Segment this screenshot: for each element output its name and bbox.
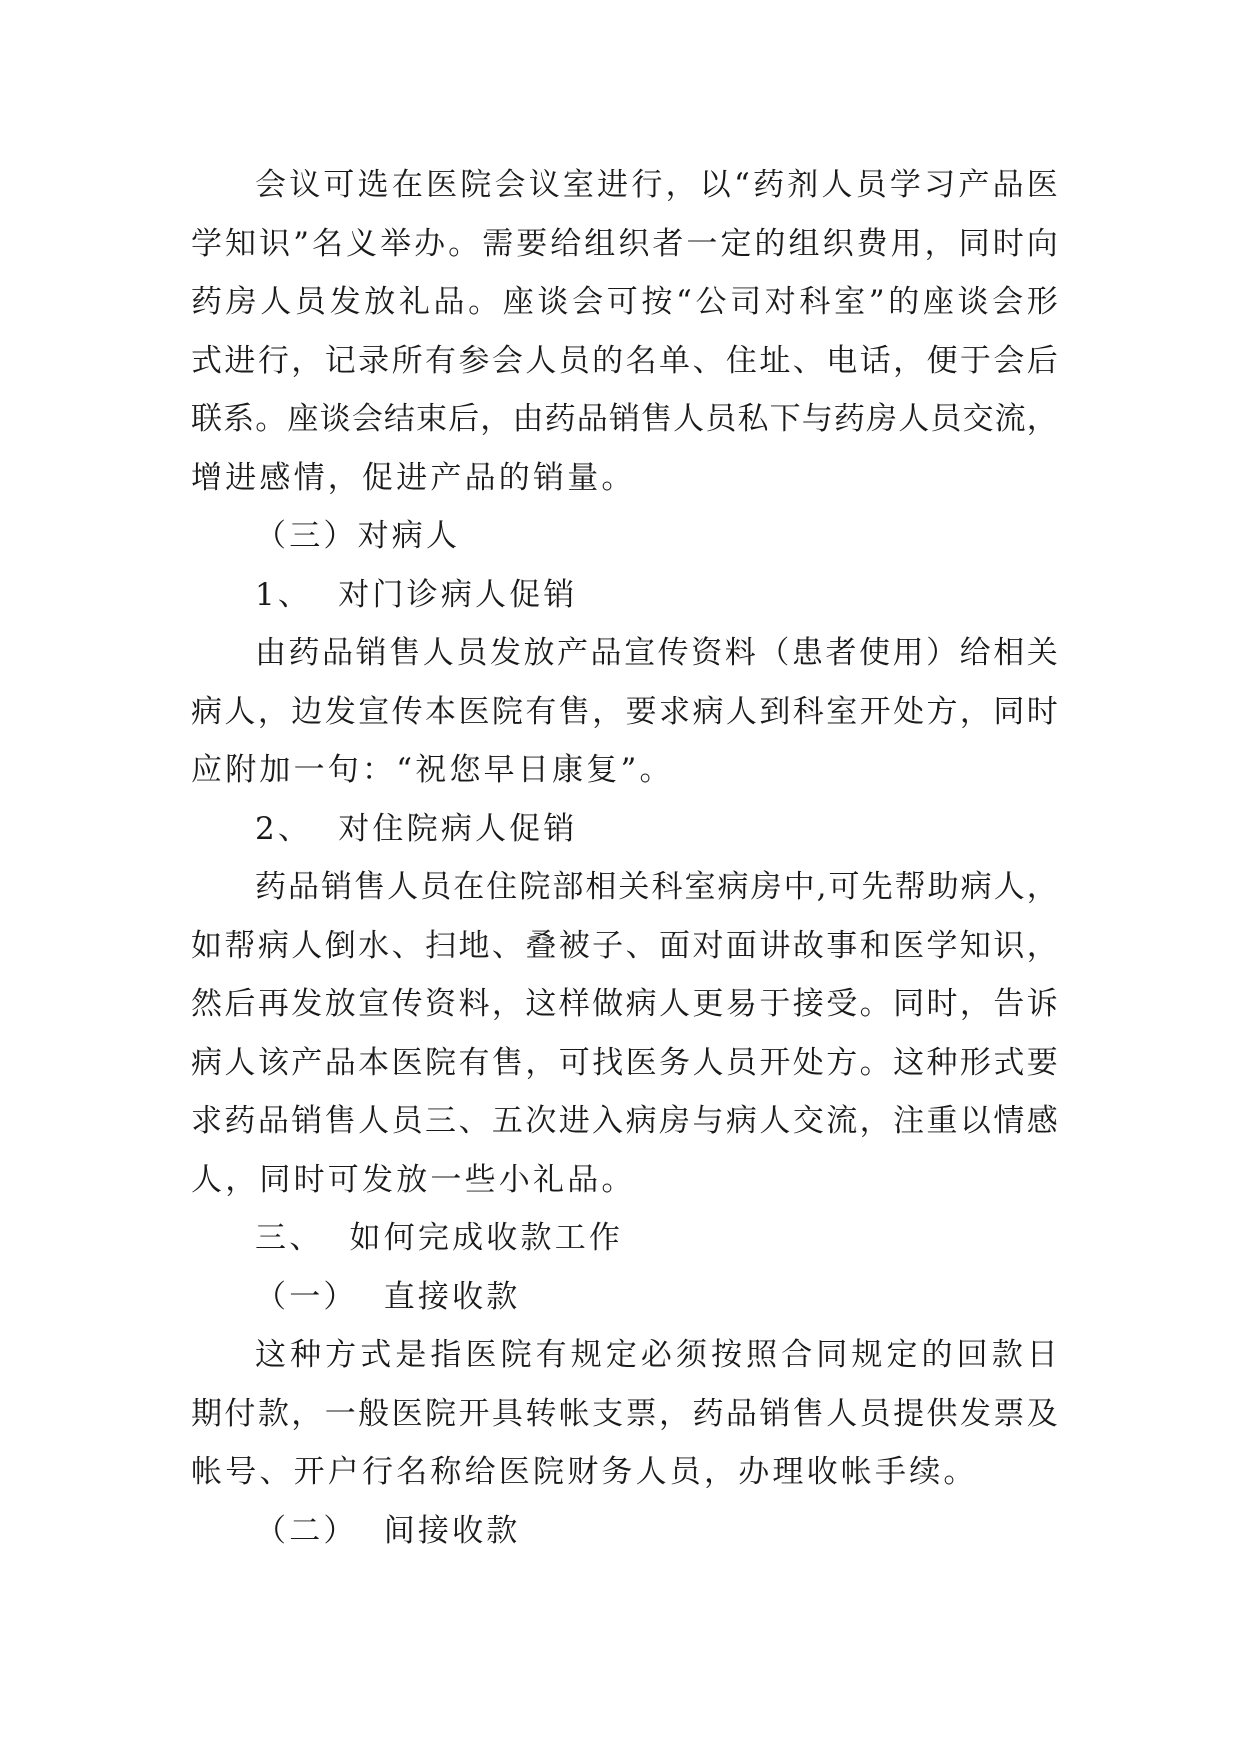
paragraph (191, 624, 1061, 800)
section-heading: 1、 对门诊病人促销 (255, 576, 578, 613)
paragraph (191, 858, 1061, 1209)
paragraph-line: 人，同时可发放一些小礼品。 (191, 1161, 636, 1198)
paragraph-line: 应附加一句：“祝您早日康复”。 (191, 752, 674, 788)
section-heading: 2、 对住院病人促销 (255, 810, 578, 847)
paragraph-line: 期付款，一般医院开具转帐支票，药品销售人员提供发票及 (191, 1395, 1061, 1432)
paragraph (191, 1326, 1061, 1502)
paragraph-line: 增进感情，促进产品的销量。 (191, 459, 636, 496)
paragraph-line: 药品销售人员在住院部相关科室病房中,可先帮助病人， (255, 869, 1060, 905)
paragraph-line: 然后再发放宣传资料，这样做病人更易于接受。同时，告诉 (191, 986, 1061, 1022)
document-body (191, 156, 1061, 1560)
paragraph-line: 会议可选在医院会议室进行，以“药剂人员学习产品医 (255, 167, 1062, 203)
paragraph-line: 求药品销售人员三、五次进入病房与病人交流，注重以情感 (191, 1103, 1061, 1139)
paragraph-line: 学知识”名义举办。需要给组织者一定的组织费用，同时向 (191, 225, 1061, 262)
paragraph-line: 病人该产品本医院有售，可找医务人员开处方。这种形式要 (191, 1044, 1061, 1081)
section-heading: （一） 直接收款 (255, 1278, 521, 1315)
paragraph-line: 如帮病人倒水、扫地、叠被子、面对面讲故事和医学知识， (191, 927, 1061, 964)
paragraph-line: 由药品销售人员发放产品宣传资料（患者使用）给相关 (255, 635, 1061, 671)
paragraph (191, 156, 1061, 507)
paragraph-line: 式进行，记录所有参会人员的名单、住址、电话，便于会后 (191, 342, 1061, 379)
paragraph-line: 帐号、开户行名称给医院财务人员，办理收帐手续。 (191, 1454, 978, 1490)
section-heading: 三、 如何完成收款工作 (255, 1220, 624, 1256)
paragraph-line: 药房人员发放礼品。座谈会可按“公司对科室”的座谈会形 (191, 284, 1062, 320)
paragraph-line: 联系。座谈会结束后，由药品销售人员私下与药房人员交流， (191, 401, 1059, 437)
paragraph-line: 这种方式是指医院有规定必须按照合同规定的回款日 (255, 1337, 1062, 1373)
paragraph-line: 病人，边发宣传本医院有售，要求病人到科室开处方，同时 (191, 693, 1061, 730)
section-heading: （二） 间接收款 (255, 1512, 521, 1549)
section-heading: （三）对病人 (255, 518, 461, 554)
